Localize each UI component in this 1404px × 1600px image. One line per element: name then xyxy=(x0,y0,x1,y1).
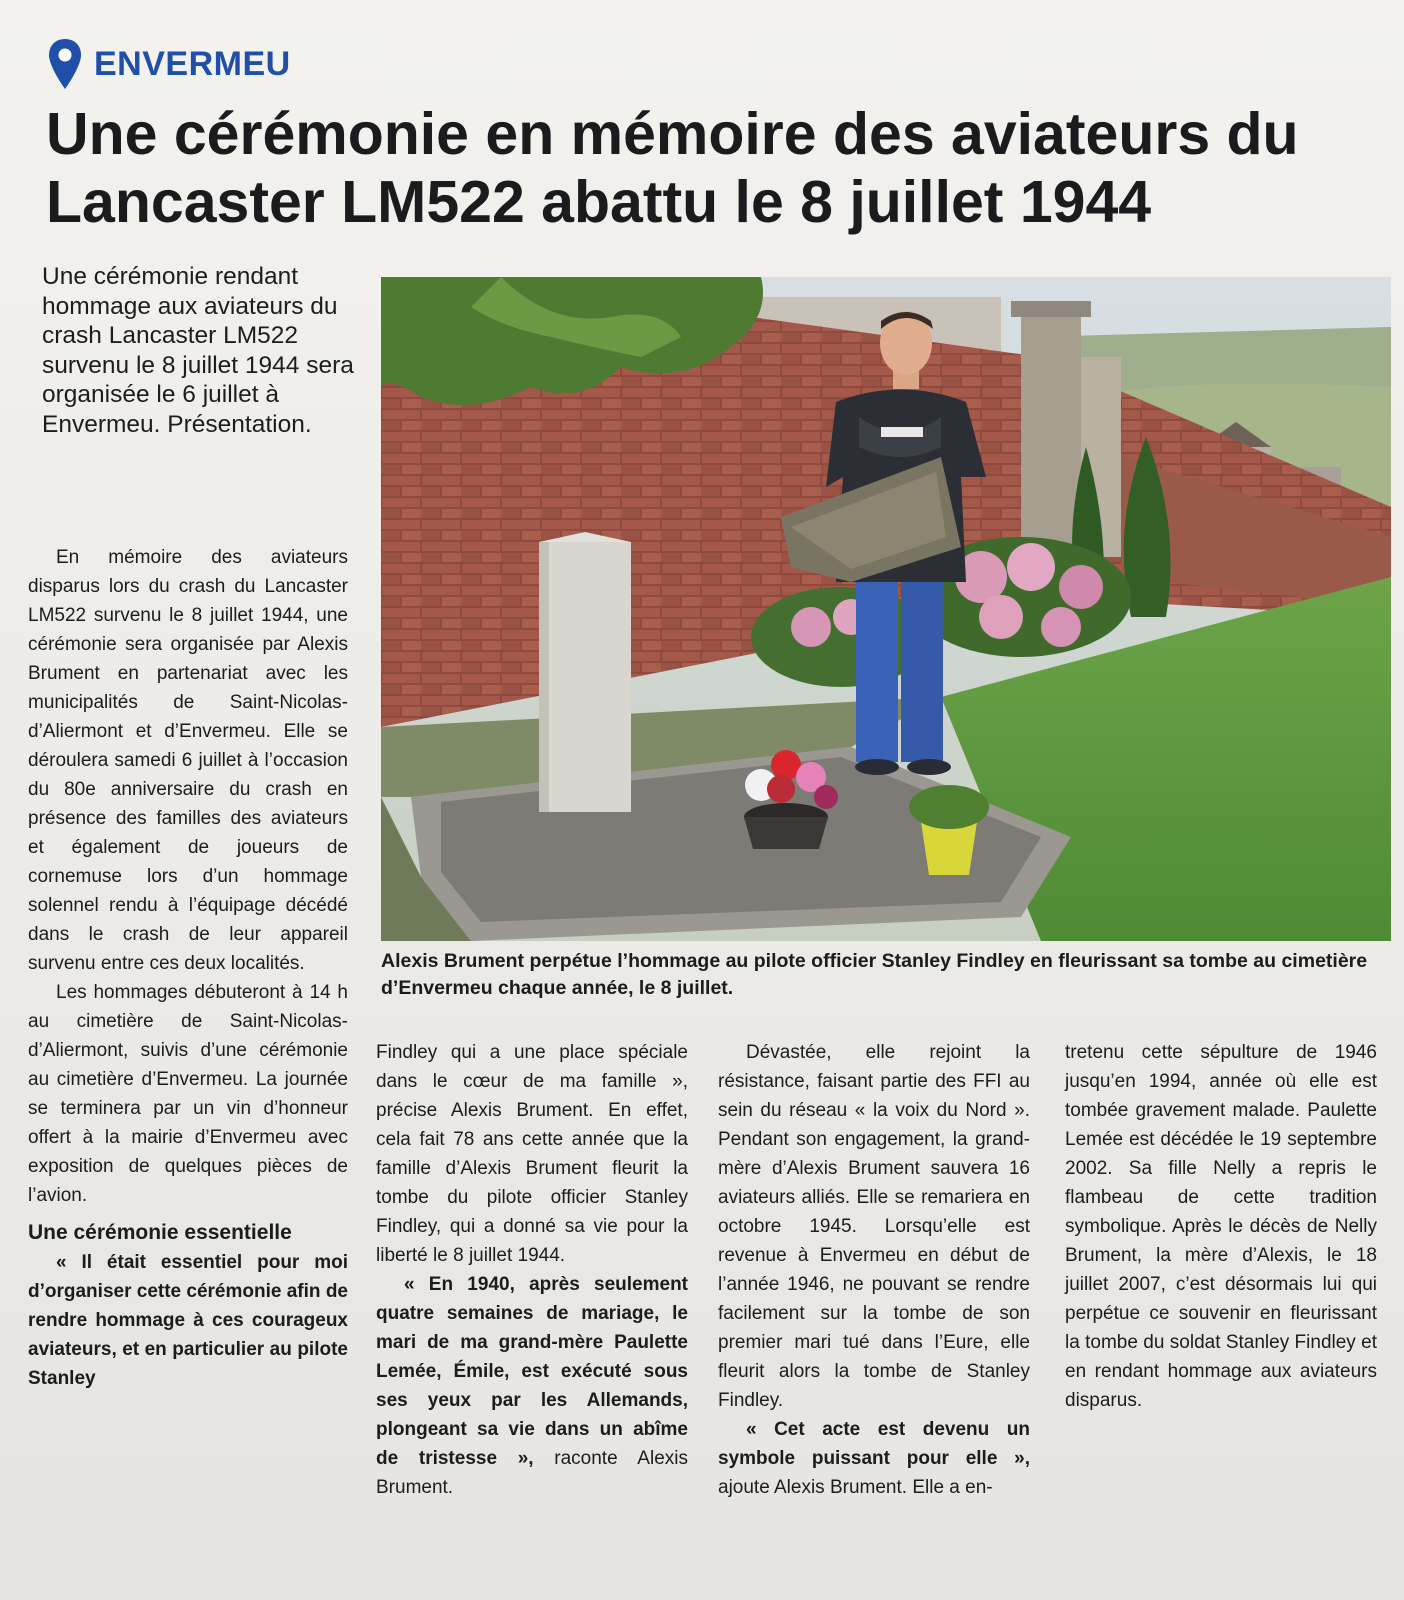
lede: Une cérémonie rendant hommage aux aviateurs du crash Lancaster LM522 survenu le 8 juillet 1944 sera organisée le 6 juillet à Envermeu. Présentation. xyxy=(42,263,354,438)
news-photo xyxy=(381,277,1391,941)
quote-text: « En 1940, après seulement quatre semaines de mariage, le mari de ma grand-mère Paulette Lemée, Émile, est exécuté sous ses yeux par les Allemands, plongeant sa vie dans un abîme de tristesse », xyxy=(376,1274,688,1469)
quote-paragraph xyxy=(718,1415,1030,1502)
article-column-3 xyxy=(718,1038,1030,1502)
paragraph xyxy=(376,1038,688,1270)
paragraph-text: Findley qui a une place spéciale dans le cœur de ma famille », précise Alexis Brument. En effet, cela fait 78 ans cette année que la famille d’Alexis Brument fleurit la tombe du pilote officier Stanley Findley, qui a donné sa vie pour la liberté le 8 juillet 1944. xyxy=(376,1042,688,1266)
paragraph: Les hommages débuteront à 14 h au cimetière de Saint-Nicolas-d’Aliermont, suivis d’une cérémonie au cimetière d’Envermeu. La journée se terminera par un vin d’honneur offert à la mairie d’Envermeu avec exposition de quelques pièces de l’avion. xyxy=(28,982,348,1206)
location-pin-icon xyxy=(48,38,82,90)
attribution-text: raconte Alexis Brument. xyxy=(376,1448,688,1498)
paragraph: Dévastée, elle rejoint la résistance, faisant partie des FFI au sein du réseau « la voix du Nord ». Pendant son engagement, la grand-mère d’Alexis Brument sauvera 16 aviateurs alliés. Elle se remariera en octobre 1945. Lorsqu’elle est revenue à Envermeu en début de l’année 1946, ne pouvant se rendre facilement sur la tombe de son premier mari tué dans l’Eure, elle fleurit alors la tombe de Stanley Findley. xyxy=(718,1042,1030,1411)
section-kicker xyxy=(48,36,291,92)
section-label: ENVERMEU xyxy=(94,44,291,83)
headline: Une cérémonie en mémoire des aviateurs du Lancaster LM522 abattu le 8 juillet 1944 xyxy=(46,101,1299,235)
paragraph: En mémoire des aviateurs disparus lors du crash du Lancaster LM522 survenu le 8 juillet 1944, une cérémonie sera organisée par Alexis Brument en partenariat avec les municipalités de Saint-Nicolas-d’Aliermont et d’Envermeu. Elle se déroulera samedi 6 juillet à l’occasion du 80e anniversaire du crash en présence des familles des aviateurs et également de joueurs de cornemuse lors d’un hommage solennel rendu à l’équipage décédé dans le crash de leur appareil survenu entre ces deux localités. xyxy=(28,547,348,974)
cemetery-photo xyxy=(381,277,1391,941)
subheading: Une cérémonie essentielle xyxy=(28,1221,292,1244)
article-column-1 xyxy=(28,543,348,1393)
quote-paragraph: « Il était essentiel pour moi d’organiser cette cérémonie afin de rendre hommage à ces courageux aviateurs, et en particulier au pilote Stanley xyxy=(28,1252,348,1389)
article-column-4 xyxy=(1065,1038,1377,1415)
article-column-2 xyxy=(376,1038,688,1502)
photo-caption: Alexis Brument perpétue l’hommage au pilote officier Stanley Findley en fleurissant sa tombe au cimetière d’Envermeu chaque année, le 8 juillet. xyxy=(381,950,1368,999)
quote-text: « Cet acte est devenu un symbole puissant pour elle », xyxy=(718,1419,1030,1469)
attribution-text: ajoute Alexis Brument. Elle a en- xyxy=(718,1477,993,1498)
quote-paragraph xyxy=(376,1270,688,1502)
paragraph: tretenu cette sépulture de 1946 jusqu’en 1994, année où elle est tombée gravement malade. Paulette Lemée est décédée le 19 septembre 2002. Sa fille Nelly a repris le flambeau de cette tradition symbolique. Après le décès de Nelly Brument, la mère d’Alexis, le 18 juillet 2007, c’est désormais lui qui perpétue ce souvenir en fleurissant la tombe du soldat Stanley Findley et en rendant hommage aux aviateurs disparus. xyxy=(1065,1042,1377,1411)
